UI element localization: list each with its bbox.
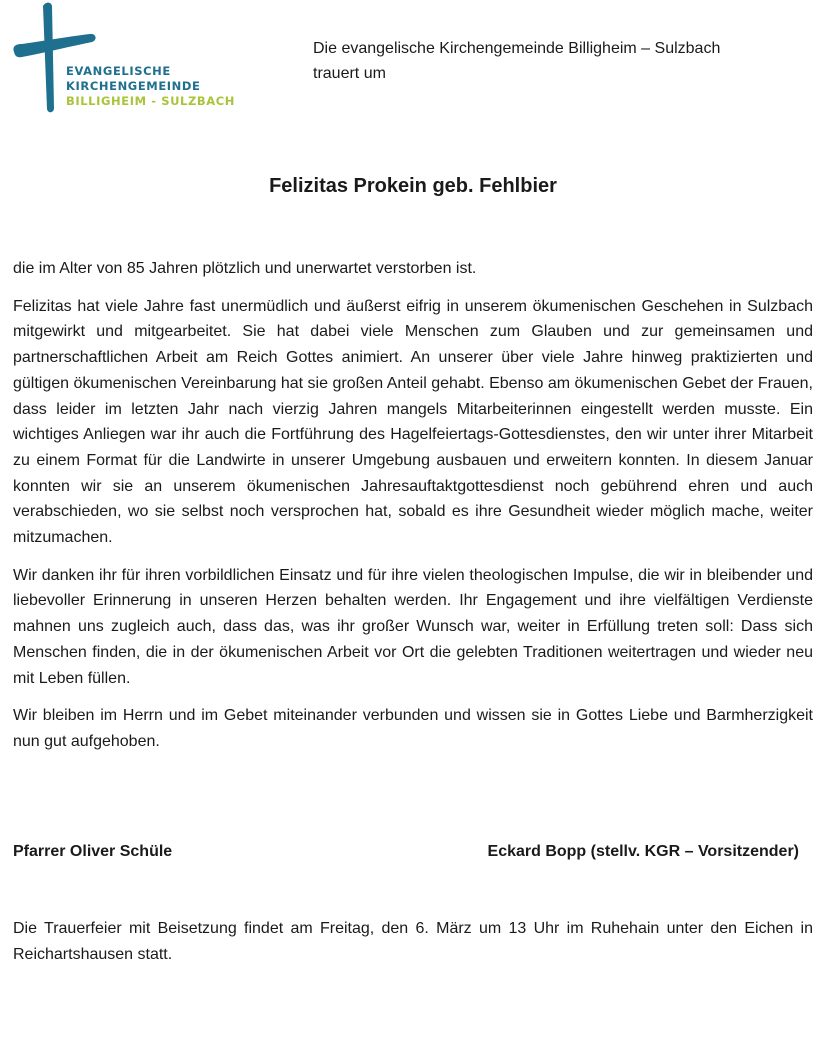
intro-text xyxy=(313,36,813,86)
church-logo xyxy=(10,0,250,120)
signature-pastor: Pfarrer Oliver Schüle xyxy=(13,843,173,860)
paragraph-tribute: Felizitas hat viele Jahre fast unermüdlich und äußerst eifrig in unserem ökumenischen Geschehen in Sulzbach mitgewirkt und mitgearbeitet. Sie hat dabei viele Menschen zum Glauben und zur gemeinsamen und partnerschaftlichen Arbeit am Reich Gottes animiert. An unserer über viele Jahre hinweg praktizierten und gültigen ökumenischen Vereinbarung hat sie großen Anteil gehabt. Ebenso am ökumenischen Gebet der Frauen, dass leider im letzten Jahr nach vierzig Jahren mangels Mitarbeiterinnen eingestellt werden musste. Ein wichtiges Anliegen war ihr auch die Fortführung des Hagelfeiertags-Gottesdienstes, den wir unter ihrer Mitarbeit zu einem Format für die Landwirte in unserer Umgebung ausbauen und erweitern konnten. In diesem Januar konnten wir sie an unserem ökumenischen Jahresauftaktgottesdienst noch gebührend ehren und auch verabschieden, wo sie selbst noch versprochen hat, sobald es ihre Gesundheit wieder möglich mache, weiter mitzumachen. xyxy=(13,297,813,547)
signature-council: Eckard Bopp (stellv. KGR – Vorsitzender) xyxy=(487,843,799,860)
deceased-name: Felizitas Prokein geb. Fehlbier xyxy=(269,175,557,197)
funeral-notice: Die Trauerfeier mit Beisetzung findet am Freitag, den 6. März um 13 Uhr im Ruhehain unter den Eichen in Reichartshausen statt. xyxy=(13,920,813,963)
logo-line-3: BILLIGHEIM - SULZBACH xyxy=(66,94,236,108)
logo-line-2: KIRCHENGEMEINDE xyxy=(66,79,201,93)
paragraph-thanks: Wir danken ihr für ihren vorbildlichen Einsatz und für ihre vielen theologischen Impulse, die wir in bleibender und liebevoller Erinnerung in unseren Herzen behalten werden. Ihr Engagement und ihre vielfältigen Verdienste mahnen uns zugleich auch, dass das, was ihr großer Wunsch war, weiter in Erfüllung treten soll: Dass sich Menschen finden, die in der ökumenischen Arbeit vor Ort die gelebten Traditionen weitertragen und wieder neu mit Leben füllen. xyxy=(13,566,813,687)
obituary-body xyxy=(13,256,813,767)
logo-wordmark xyxy=(66,64,235,109)
intro-line-2: trauert um xyxy=(313,65,386,82)
paragraph-age: die im Alter von 85 Jahren plötzlich und unerwartet verstorben ist. xyxy=(13,260,477,277)
paragraph-closing: Wir bleiben im Herrn und im Gebet miteinander verbunden und wissen sie in Gottes Liebe und Barmherzigkeit nun gut aufgehoben. xyxy=(13,707,813,750)
intro-line-1: Die evangelische Kirchengemeinde Billigheim – Sulzbach xyxy=(313,40,721,57)
logo-line-1: EVANGELISCHE xyxy=(66,64,171,78)
